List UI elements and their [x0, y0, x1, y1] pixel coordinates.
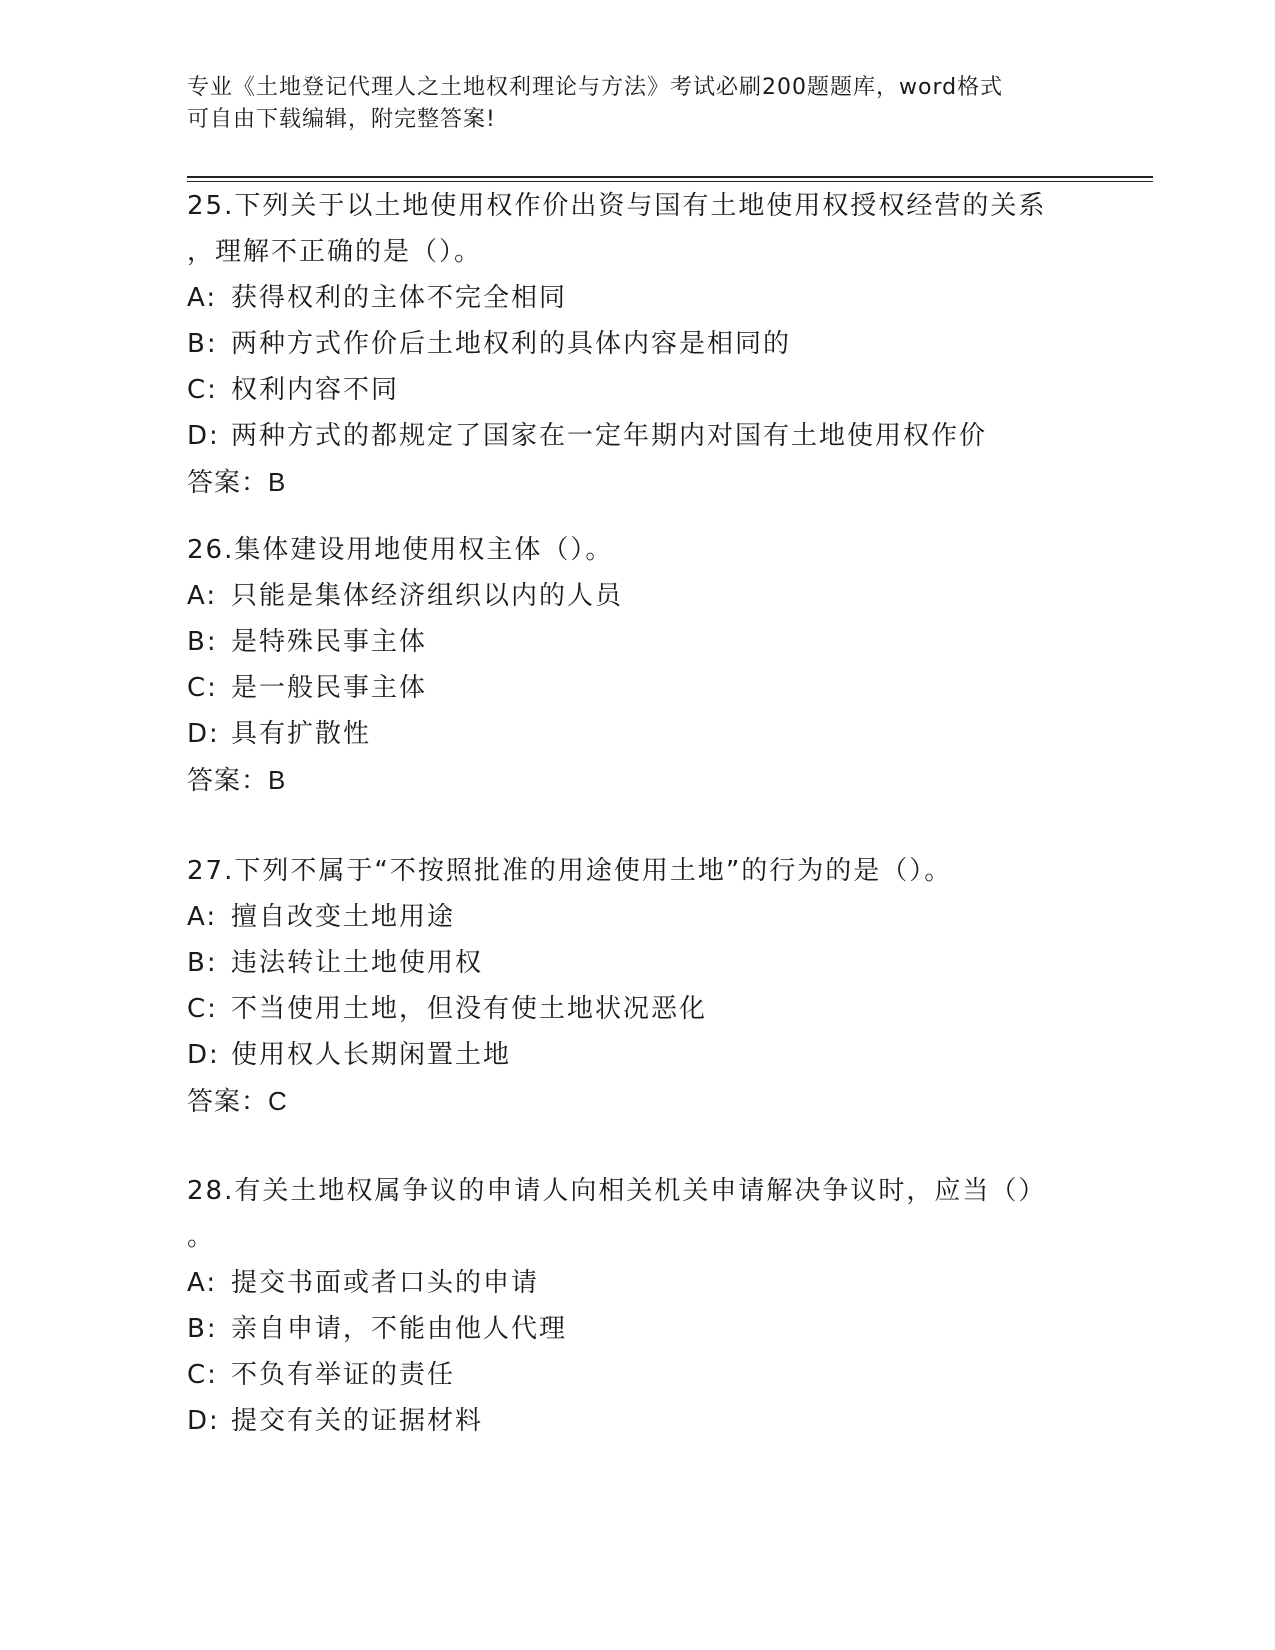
option-text: 获得权利的主体不完全相同: [231, 283, 568, 313]
question-stem-line-1: 27.下列不属于“不按照批准的用途使用土地”的行为的是（）。: [187, 856, 953, 886]
option-text: 提交有关的证据材料: [231, 1406, 484, 1436]
option-letter: A:: [187, 1268, 218, 1298]
option-a: [187, 573, 1087, 619]
document-header: [187, 72, 1067, 136]
option-d: [187, 413, 1087, 459]
option-text: 权利内容不同: [231, 375, 400, 405]
header-divider-thin: [187, 181, 1153, 182]
option-a: [187, 275, 1087, 321]
option-a: [187, 894, 1087, 940]
option-text: 不当使用土地，但没有使土地状况恶化: [231, 994, 708, 1024]
question-28: [187, 1168, 1087, 1444]
option-c: [187, 986, 1087, 1032]
option-text: 亲自申请，不能由他人代理: [231, 1314, 568, 1344]
option-b: [187, 321, 1087, 367]
option-letter: A:: [187, 283, 218, 313]
question-26: [187, 527, 1087, 803]
option-letter: C:: [187, 673, 218, 703]
option-c: [187, 367, 1087, 413]
option-letter: B:: [187, 948, 218, 978]
option-d: [187, 1398, 1087, 1444]
option-text: 擅自改变土地用途: [231, 902, 456, 932]
option-letter: C:: [187, 375, 218, 405]
option-a: [187, 1260, 1087, 1306]
option-b: [187, 619, 1087, 665]
option-d: [187, 1032, 1087, 1078]
question-stem-line-1: 26.集体建设用地使用权主体（）。: [187, 535, 614, 565]
option-letter: B:: [187, 329, 218, 359]
option-letter: D:: [187, 1040, 220, 1070]
option-letter: C:: [187, 1360, 218, 1390]
question-25: [187, 183, 1087, 505]
option-b: [187, 940, 1087, 986]
option-letter: A:: [187, 581, 218, 611]
question-stem-line-2: 。: [187, 1222, 216, 1252]
option-c: [187, 665, 1087, 711]
option-text: 不负有举证的责任: [231, 1360, 456, 1390]
option-letter: D:: [187, 421, 220, 451]
option-letter: C:: [187, 994, 218, 1024]
option-text: 违法转让土地使用权: [231, 948, 484, 978]
option-text: 是特殊民事主体: [231, 627, 428, 657]
answer-line: 答案：C: [187, 1086, 288, 1116]
option-letter: D:: [187, 1406, 220, 1436]
option-letter: B:: [187, 627, 218, 657]
answer-line: 答案：B: [187, 765, 287, 795]
header-line-2: 可自由下载编辑，附完整答案!: [187, 107, 496, 132]
option-text: 只能是集体经济组织以内的人员: [231, 581, 624, 611]
option-letter: D:: [187, 719, 220, 749]
option-text: 提交书面或者口头的申请: [231, 1268, 540, 1298]
question-stem-line-1: 25.下列关于以土地使用权作价出资与国有土地使用权授权经营的关系: [187, 191, 1047, 221]
option-text: 是一般民事主体: [231, 673, 428, 703]
option-letter: B:: [187, 1314, 218, 1344]
option-c: [187, 1352, 1087, 1398]
option-text: 两种方式的都规定了国家在一定年期内对国有土地使用权作价: [231, 421, 988, 451]
header-divider-thick: [187, 176, 1153, 178]
option-text: 两种方式作价后土地权利的具体内容是相同的: [231, 329, 792, 359]
question-stem-line-2: ，理解不正确的是（）。: [187, 237, 483, 267]
option-text: 具有扩散性: [231, 719, 372, 749]
option-d: [187, 711, 1087, 757]
question-stem-line-1: 28.有关土地权属争议的申请人向相关机关申请解决争议时，应当（）: [187, 1176, 1047, 1206]
option-text: 使用权人长期闲置土地: [231, 1040, 512, 1070]
header-line-1: 专业《土地登记代理人之土地权利理论与方法》考试必刷200题题库，word格式: [187, 75, 1004, 100]
question-27: [187, 848, 1087, 1124]
answer-line: 答案：B: [187, 467, 287, 497]
option-b: [187, 1306, 1087, 1352]
option-letter: A:: [187, 902, 218, 932]
